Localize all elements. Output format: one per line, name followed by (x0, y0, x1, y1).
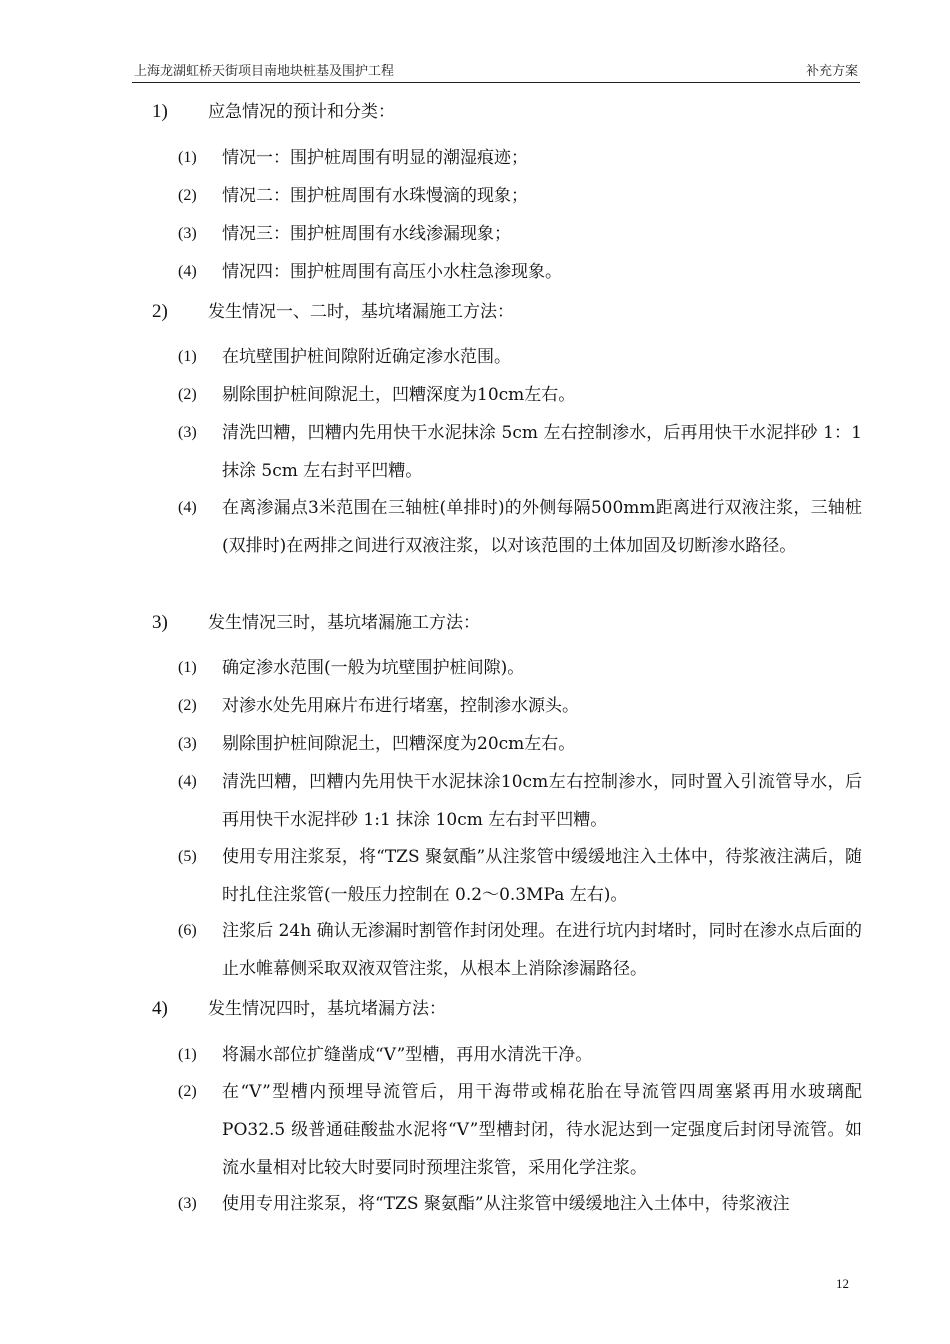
header-project-title: 上海龙湖虹桥天街项目南地块桩基及围护工程 (134, 64, 395, 79)
item-number: (4) (178, 499, 197, 516)
list-item (178, 177, 862, 215)
item-text: 情况四：围护桩周围有高压小水柱急渗现象。 (222, 262, 562, 282)
list-item (178, 376, 862, 414)
list-item (178, 1185, 862, 1223)
item-text: 在“V”型槽内预埋导流管后，用干海带或棉花胎在导流管四周塞紧再用水玻璃配 PO32.5 级普通硅酸盐水泥将“V”型槽封闭，待水泥达到一定强度后封闭导流管。如流水量相对比较大时要同时预埋注浆管，采用化学注浆。 (222, 1082, 862, 1178)
list-item (178, 1073, 862, 1187)
section-heading (152, 300, 514, 324)
section-title: 发生情况四时，基坑堵漏方法： (208, 999, 446, 1019)
item-number: (4) (178, 263, 197, 280)
page-number: 12 (836, 1276, 849, 1291)
item-text: 情况一：围护桩周围有明显的潮湿痕迹； (222, 148, 528, 168)
list-item (178, 139, 862, 177)
list-item (178, 763, 862, 839)
list-item (178, 912, 862, 988)
item-text: 在坑壁围护桩间隙附近确定渗水范围。 (222, 347, 511, 367)
item-number: (1) (178, 659, 197, 676)
section-heading (152, 100, 395, 124)
item-text: 情况三：围护桩周围有水线渗漏现象； (222, 224, 511, 244)
item-text: 在离渗漏点3米范围在三轴桩(单排时)的外侧每隔500mm距离进行双液注浆，三轴桩(双排时)在两排之间进行双液注浆，以对该范围的土体加固及切断渗水路径。 (222, 498, 862, 556)
item-number: (2) (178, 1083, 197, 1100)
section-number: 2) (152, 301, 168, 322)
section-number: 1) (152, 101, 168, 122)
list-item (178, 338, 862, 376)
section-heading (152, 611, 480, 635)
list-item (178, 489, 862, 565)
section-number: 4) (152, 998, 168, 1019)
item-number: (1) (178, 348, 197, 365)
item-number: (1) (178, 1046, 197, 1063)
list-item (178, 215, 862, 253)
section-number: 3) (152, 612, 168, 633)
item-text: 将漏水部位扩缝凿成“V”型槽，再用水清洗干净。 (222, 1045, 593, 1065)
item-number: (2) (178, 386, 197, 403)
item-text: 注浆后 24h 确认无渗漏时割管作封闭处理。在进行坑内封堵时，同时在渗水点后面的止水帷幕侧采取双液双管注浆，从根本上消除渗漏路径。 (222, 921, 862, 979)
list-item (178, 253, 862, 291)
item-text: 清洗凹糟，凹糟内先用快干水泥抹涂 5cm 左右控制渗水，后再用快干水泥拌砂 1：1 抹涂 5cm 左右封平凹糟。 (222, 423, 862, 481)
section-title: 应急情况的预计和分类： (208, 102, 395, 122)
page-header (132, 62, 860, 83)
item-number: (3) (178, 1195, 197, 1212)
item-number: (2) (178, 697, 197, 714)
item-number: (3) (178, 225, 197, 242)
header-document-type: 补充方案 (805, 64, 858, 79)
item-text: 剔除围护桩间隙泥土，凹糟深度为20cm左右。 (222, 734, 576, 754)
section-title: 发生情况三时，基坑堵漏施工方法： (208, 613, 480, 633)
item-text: 使用专用注浆泵，将“TZS 聚氨酯”从注浆管中缓缓地注入土体中，待浆液注满后，随时扎住注浆管(一般压力控制在 0.2～0.3MPa 左右)。 (222, 847, 862, 905)
item-text: 情况二：围护桩周围有水珠慢滴的现象； (222, 186, 528, 206)
item-number: (1) (178, 149, 197, 166)
section-heading (152, 997, 446, 1021)
item-number: (4) (178, 773, 197, 790)
item-text: 使用专用注浆泵，将“TZS 聚氨酯”从注浆管中缓缓地注入土体中，待浆液注 (222, 1194, 790, 1214)
list-item (178, 1036, 862, 1074)
item-text: 对渗水处先用麻片布进行堵塞，控制渗水源头。 (222, 696, 579, 716)
item-number: (2) (178, 187, 197, 204)
list-item (178, 687, 862, 725)
list-item (178, 414, 862, 490)
item-number: (3) (178, 424, 197, 441)
item-text: 清洗凹糟，凹糟内先用快干水泥抹涂10cm左右控制渗水，同时置入引流管导水，后再用快干水泥拌砂 1:1 抹涂 10cm 左右封平凹糟。 (222, 772, 862, 830)
item-text: 确定渗水范围(一般为坑壁围护桩间隙)。 (222, 658, 525, 678)
item-number: (6) (178, 922, 197, 939)
item-text: 剔除围护桩间隙泥土，凹糟深度为10cm左右。 (222, 385, 576, 405)
list-item (178, 725, 862, 763)
list-item (178, 838, 862, 914)
item-number: (5) (178, 848, 197, 865)
item-number: (3) (178, 735, 197, 752)
list-item (178, 649, 862, 687)
section-title: 发生情况一、二时，基坑堵漏施工方法： (208, 302, 514, 322)
